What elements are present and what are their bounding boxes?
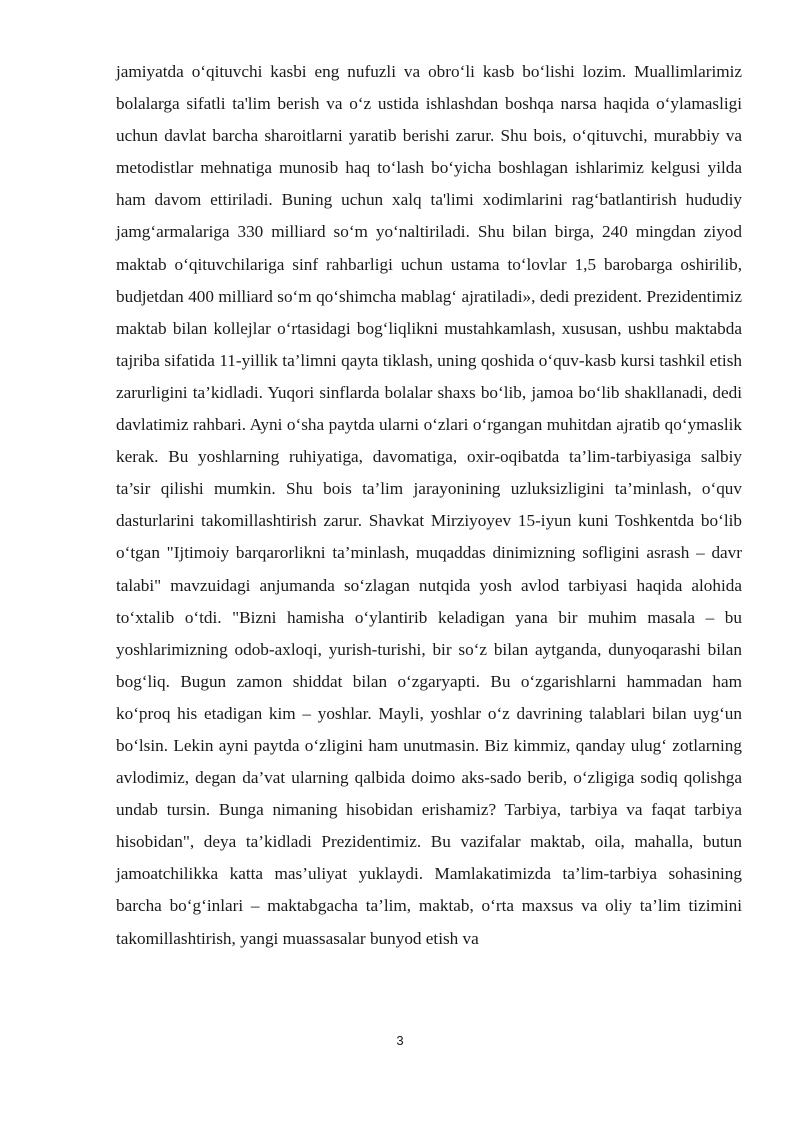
page-number: 3 [396,1033,404,1048]
body-paragraph: jamiyatda o‘qituvchi kasbi eng nufuzli va obro‘li kasb bo‘lishi lozim. Muallimlarimiz bolalarga sifatli ta'lim berish va o‘z ustida ishlashdan boshqa narsa haqida o‘ylamasligi uchun davlat barcha sharoitlarni yaratib berishi zarur. Shu bois, o‘qituvchi, murabbiy va metodistlar mehnatiga munosib haq to‘lash bo‘yicha boshlagan ishlarimiz kelgusi yilda ham davom ettiriladi. Buning uchun xalq ta'limi xodimlarini rag‘batlantirish hududiy jamg‘armalariga 330 milliard so‘m yo‘naltiriladi. Shu bilan birga, 240 mingdan ziyod maktab o‘qituvchilariga sinf rahbarligi uchun ustama to‘lovlar 1,5 barobarga oshirilib, budjetdan 400 milliard so‘m qo‘shimcha mablag‘ ajratiladi», dedi prezident. Prezidentimiz maktab bilan kollejlar o‘rtasidagi bog‘liqlikni mustahkamlash, xususan, ushbu maktabda tajriba sifatida 11-yillik ta’limni qayta tiklash, uning qoshida o‘quv-kasb kursi tashkil etish zarurligini ta’kidladi. Yuqori sinflarda bolalar shaxs bo‘lib, jamoa bo‘lib shakllanadi, dedi davlatimiz rahbari. Ayni o‘sha paytda ularni o‘zlari o‘rgangan muhitdan ajratib qo‘ymaslik kerak. Bu yoshlarning ruhiyatiga, davomatiga, oxir-oqibatda ta’lim-tarbiyasiga salbiy ta’sir qilishi mumkin. Shu bois ta’lim jarayonining uzluksizligini ta’minlash, o‘quv dasturlarini takomillashtirish zarur. Shavkat Mirziyoyev 15-iyun kuni Toshkentda bo‘lib o‘tgan "Ijtimoiy barqarorlikni ta’minlash, muqaddas dinimizning sofligini asrash – davr talabi" mavzuidagi anjumanda so‘zlagan nutqida yosh avlod tarbiyasi haqida alohida to‘xtalib o‘tdi. "Bizni hamisha o‘ylantirib keladigan yana bir muhim masala – bu yoshlarimizning odob-axloqi, yurish-turishi, bir so‘z bilan aytganda, dunyoqarashi bilan bog‘liq. Bugun zamon shiddat bilan o‘zgaryapti. Bu o‘zgarishlarni hammadan ham ko‘proq his etadigan kim – yoshlar. Mayli, yoshlar o‘z davrining talablari bilan uyg‘un bo‘lsin. Lekin ayni paytda o‘zligini ham unutmasin. Biz kimmiz, qanday ulug‘ zotlarning avlodimiz, degan da’vat ularning qalbida doimo aks-sado berib, o‘zligiga sodiq qolishga undab tursin. Bunga nimaning hisobidan erishamiz? Tarbiya, tarbiya va faqat tarbiya hisobidan", deya ta’kidladi Prezidentimiz. Bu vazifalar maktab, oila, mahalla, butun jamoatchilikka katta mas’uliyat yuklaydi. Mamlakatimizda ta’lim-tarbiya sohasining barcha bo‘g‘inlari – maktabgacha ta’lim, maktab, o‘rta maxsus va oliy ta’lim tizimini takomillashtirish, yangi muassasalar bunyod etish va [116,62,742,948]
document-page [116,56,742,955]
